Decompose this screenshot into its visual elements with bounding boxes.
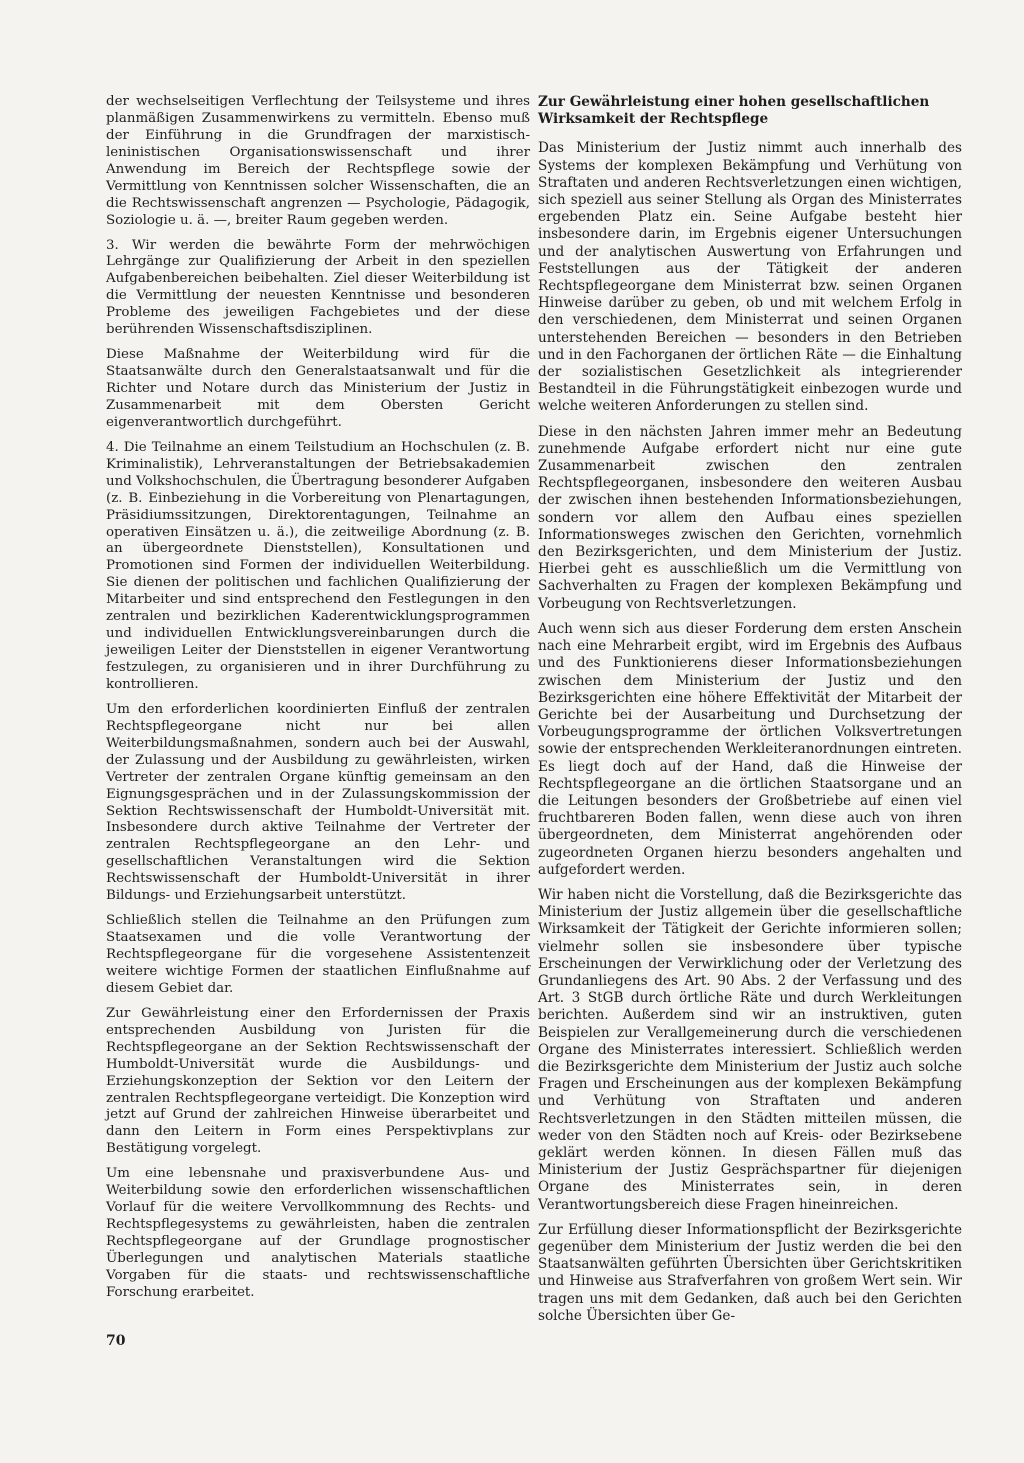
paragraph: Um eine lebensnahe und praxisverbundene Aus- und Weiterbildung sowie den erforderlichen wissenschaftlichen Vorlauf für die weitere Vervollkommnung des Rechts- und Rechtspflegesystems zu gewährleisten, haben die zentralen Rechtspflegeorgane auf der Grundlage prognostischer Überlegungen und analytischen Materials staatliche Vorgaben für die staats- und rechtswissenschaftliche Forschung erarbeitet. [106, 1166, 530, 1300]
paragraph: Diese in den nächsten Jahren immer mehr an Bedeutung zunehmende Aufgabe erfordert nicht nur eine gute Zusammenarbeit zwischen den zentralen Rechtspflegeorganen, insbesondere den weiteren Ausbau der zwischen ihnen bestehenden Informationsbeziehungen, sondern vor allem den Aufbau eines speziellen Informationsweges zwischen den Gerichten, vornehmlich den Bezirksgerichten, und dem Ministerium der Justiz. Hierbei geht es ausschließlich um die Vermittlung von Sachverhalten zu Fragen der komplexen Bekämpfung und Vorbeugung von Rechtsverletzungen. [538, 423, 962, 612]
paragraph: Zur Erfüllung dieser Informationspflicht der Bezirksgerichte gegenüber dem Ministerium der Justiz werden die bei den Staatsanwälten geführten Übersichten über Gerichtskritiken und Hinweise aus Strafverfahren von großem Wert sein. Wir tragen uns mit dem Gedanken, daß auch bei den Gerichten solche Übersichten über Ge- [538, 1221, 962, 1324]
paragraph: Um den erforderlichen koordinierten Einfluß der zentralen Rechtspflegeorgane nicht nur bei allen Weiterbildungsmaßnahmen, sondern auch bei der Auswahl, der Zulassung und der Ausbildung zu gewährleisten, wirken Vertreter der zentralen Organe künftig gemeinsam an den Eignungsgesprächen und in der Zulassungskommission der Sektion Rechtswissenschaft der Humboldt-Universität mit. Insbesondere durch aktive Teilnahme der Vertreter der zentralen Rechtspflegeorgane an den Lehr- und gesellschaftlichen Veranstaltungen wird die Sektion Rechtswissenschaft der Humboldt-Universität in ihrer Bildungs- und Erziehungsarbeit unterstützt. [106, 701, 530, 904]
paragraph: Schließlich stellen die Teilnahme an den Prüfungen zum Staatsexamen und die volle Verantwortung der Rechtspflegeorgane für die vorgesehene Assistentenzeit weitere wichtige Formen der staatlichen Einflußnahme auf diesem Gebiet dar. [106, 913, 530, 996]
section-heading: Zur Gewährleistung einer hohen gesellschaftlichen Wirksamkeit der Rechtspflege [538, 94, 930, 128]
paragraph: Das Ministerium der Justiz nimmt auch innerhalb des Systems der komplexen Bekämpfung und Verhütung von Straftaten und anderen Rechtsverletzungen einen wichtigen, sich speziell aus seiner Stellung als Organ des Ministerrates ergebenden Platz ein. Seine Aufgabe besteht hier insbesondere darin, im Ergebnis eigener Untersuchungen und der analytischen Auswertung von Erfahrungen und Feststellungen aus der Tätigkeit der anderen Rechtspflegeorgane dem Ministerrat bzw. seinen Organen Hinweise darüber zu geben, ob und mit welchem Erfolg in den verschiedenen, dem Ministerrat und seinen Organen unterstehenden Bereichen — besonders in den Betrieben und in den Fachorganen der örtlichen Räte — die Einhaltung der sozialistischen Gesetzlichkeit als integrierender Bestandteil in die Führungstätigkeit einbezogen wurde und welche weiteren Anforderungen zu stellen sind. [538, 140, 962, 415]
paragraph: Zur Gewährleistung einer den Erfordernissen der Praxis entsprechenden Ausbildung von Juristen für die Rechtspflegeorgane an der Sektion Rechtswissenschaft der Humboldt-Universität wurde die Ausbildungs- und Erziehungskonzeption der Sektion vor den Leitern der zentralen Rechtspflegeorgane verteidigt. Die Konzeption wird jetzt auf Grund der zahlreichen Hinweise überarbeitet und dann den Leitern in Form eines Perspektivplans zur Bestätigung vorgelegt. [106, 1005, 530, 1157]
paragraph: Diese Maßnahme der Weiterbildung wird für die Staatsanwälte durch den Generalstaatsanwalt und für die Richter und Notare durch das Ministerium der Justiz in Zusammenarbeit mit dem Obersten Gericht eigenverantwortlich durchgeführt. [106, 347, 530, 430]
paragraph: der wechselseitigen Verflechtung der Teilsysteme und ihres planmäßigen Zusammenwirkens zu vermitteln. Ebenso muß der Einführung in die Grundfragen der marxistisch-leninistischen Organisationswissenschaft und ihrer Anwendung im Bereich der Rechtspflege sowie der Vermittlung von Kenntnissen solcher Wissenschaften, die an die Rechtswissenschaft angrenzen — Psychologie, Pädagogik, Soziologie u. ä. —, breiter Raum gegeben werden. [106, 94, 530, 228]
paragraph: 4. Die Teilnahme an einem Teilstudium an Hochschulen (z. B. Kriminalistik), Lehrveranstaltungen der Betriebsakademien und Volkshochschulen, die Übertragung besonderer Aufgaben (z. B. Einbeziehung in die Vorbereitung von Plenartagungen, Präsidiumssitzungen, Direktorentagungen, Teilnahme an operativen Einsätzen u. ä.), die zeitweilige Abordnung (z. B. an übergeordnete Dienststellen), Konsultationen und Promotionen sind Formen der individuellen Weiterbildung. Sie dienen der politischen und fachlichen Qualifizierung der Mitarbeiter und sind entsprechend den Festlegungen in den zentralen und bezirklichen Kaderentwicklungsprogrammen und individuellen Entwicklungsvereinbarungen durch die jeweiligen Leiter der Dienststellen in eigener Verantwortung festzulegen, zu organisieren und in ihrer Durchführung zu kontrollieren. [106, 439, 530, 692]
page-number: 70 [106, 1333, 126, 1349]
paragraph: Auch wenn sich aus dieser Forderung dem ersten Anschein nach eine Mehrarbeit ergibt, wird im Ergebnis des Aufbaus und des Funktionierens dieser Informationsbeziehungen zwischen dem Ministerium der Justiz und den Bezirksgerichten eine höhere Effektivität der Mitarbeit der Gerichte bei der Ausarbeitung und Durchsetzung der Vorbeugungsprogramme der örtlichen Volksvertretungen sowie der entsprechenden Werkleiteranordnungen eintreten. Es liegt doch auf der Hand, daß die Hinweise der Rechtspflegeorgane an die örtlichen Staatsorgane und an die Leitungen besonders der Großbetriebe auf einen viel fruchtbareren Boden fallen, wenn diese auch von ihren übergeordneten, dem Ministerrat angehörenden oder zugeordneten Organen hierzu besonders angehalten und aufgefordert werden. [538, 620, 962, 878]
paragraph: 3. Wir werden die bewährte Form der mehrwöchigen Lehrgänge zur Qualifizierung der Arbeit in den speziellen Aufgabenbereichen beibehalten. Ziel dieser Weiterbildung ist die Vermittlung der neuesten Kenntnisse und besonderen Probleme des jeweiligen Fachgebietes und der diese berührenden Wissenschaftsdisziplinen. [106, 237, 530, 338]
paragraph: Wir haben nicht die Vorstellung, daß die Bezirksgerichte das Ministerium der Justiz allgemein über die gesellschaftliche Wirksamkeit der Tätigkeit der Gerichte informieren sollen; vielmehr sollen sie insbesondere über typische Erscheinungen der Verwirklichung oder der Verletzung des Grundanliegens des Art. 90 Abs. 2 der Verfassung und des Art. 3 StGB durch örtliche Räte und durch Werkleitungen berichten. Außerdem sind wir an instruktiven, guten Beispielen zur Verallgemeinerung durch die verschiedenen Organe des Ministerrates interessiert. Schließlich werden die Bezirksgerichte dem Ministerium der Justiz auch solche Fragen und Erscheinungen aus der komplexen Bekämpfung und Verhütung von Straftaten und anderen Rechtsverletzungen in den Städten mitteilen müssen, die weder von den Städten noch auf Kreis- oder Bezirksebene geklärt werden können. In diesen Fällen muß das Ministerium der Justiz Gesprächspartner für diejenigen Organe des Ministerrates sein, in deren Verantwortungsbereich diese Fragen hineinreichen. [538, 886, 962, 1213]
right-column [538, 94, 962, 1333]
left-column [106, 94, 530, 1310]
